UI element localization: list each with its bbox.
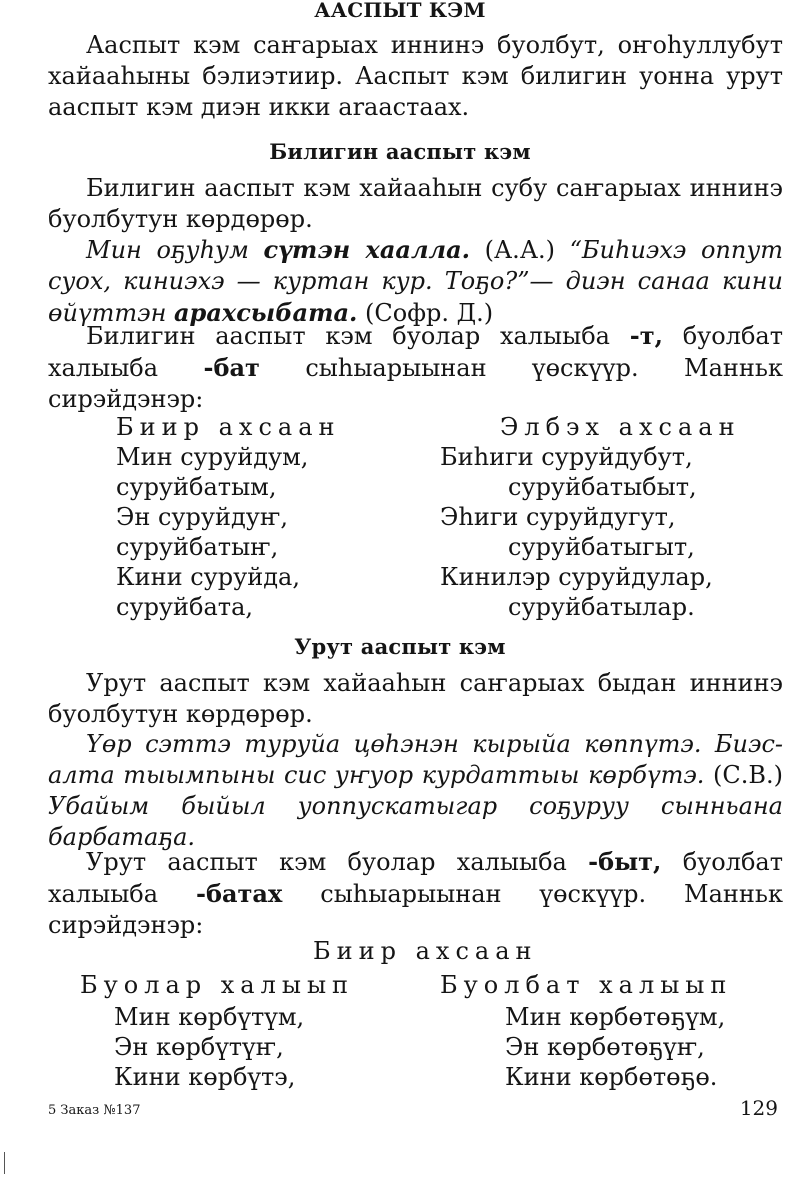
negative-form-header: Буолбат халыып <box>440 971 733 999</box>
suffix: -быт, <box>588 847 662 876</box>
order-mark: 5 Заказ №137 <box>48 1103 141 1118</box>
rule-text: буолбат халыыба <box>48 848 784 908</box>
margin-line <box>4 1152 5 1174</box>
rule-text: Урут ааспыт кэм буолар халыыба <box>86 848 589 876</box>
number-header: Биир ахсаан <box>313 937 538 965</box>
present-past-title: Билигин ааспыт кэм <box>269 139 531 164</box>
present-past-definition: Билигин ааспыт кэм хайааһын субу саҥарыах иннинэ буолбутун көрдөрөр. <box>48 174 783 233</box>
present-past-example <box>48 234 783 329</box>
suffix: -т, <box>629 321 663 350</box>
plural-form: суруйбатыбыт, <box>508 473 697 501</box>
singular-form: суруйбата, <box>116 593 254 621</box>
example-text: Убайым быйыл уоппускатыгар соҕуруу сынньана барбатаҕа. <box>48 792 783 851</box>
intro-paragraph: Ааспыт кэм саҥарыах иннинэ буолбут, оҥоһуллубут хайааһыны бэлиэтиир. Ааспыт кэм билигин уонна урут ааспыт кэм диэн икки araастаах. <box>48 31 783 121</box>
section-title: ААСПЫТ КЭМ <box>314 0 486 22</box>
plural-form: суруйбатылар. <box>508 593 695 621</box>
singular-form: Кини суруйда, <box>116 563 300 591</box>
plural-form: суруйбатыгыт, <box>508 533 695 561</box>
positive-form: Кини көрбүтэ, <box>114 1063 296 1091</box>
negative-form: Мин көрбөтөҕүм, <box>505 1003 726 1031</box>
past-perfect-title: Урут ааспыт кэм <box>294 634 506 659</box>
present-past-rule <box>48 320 783 415</box>
rule-text: Билигин ааспыт кэм буолар халыыба <box>86 322 630 350</box>
past-perfect-rule <box>48 846 783 941</box>
negative-form: Кини көрбөтөҕө. <box>505 1063 718 1091</box>
example-text: “Биһиэхэ оппут суох, киниэхэ — куртан кур. Тоҕо?”— диэн санаа кини өйүттэн <box>48 236 783 327</box>
singular-header: Биир ахсаан <box>116 413 341 441</box>
example-text: Мин оҕуһум <box>86 236 264 264</box>
positive-form-header: Буолар халыып <box>80 971 355 999</box>
example-text: Үөр сэттэ туруйа цөһэнэн кырыйа көппүтэ. Биэс-алта тыымпыны сис уҥуор курдаттыы көрбүтэ. <box>48 730 783 789</box>
positive-form: Эн көрбүтүҥ, <box>114 1033 284 1061</box>
example-bold-verb: сүтэн хаалла. <box>263 235 471 264</box>
singular-form: Мин суруйдум, <box>116 443 309 471</box>
past-perfect-definition: Урут ааспыт кэм хайааһын саҥарыах быдан иннинэ буолбутун көрдөрөр. <box>48 669 783 728</box>
past-perfect-example <box>48 729 783 853</box>
rule-text: сыһыарыынан үөскүүр. Манньк сирэйдэнэр: <box>48 354 783 413</box>
example-bold-verb: арахсыбата. <box>174 298 358 327</box>
positive-form: Мин көрбүтүм, <box>114 1003 305 1031</box>
plural-form: Кинилэр суруйдулар, <box>440 563 713 591</box>
rule-text: сыһыарыынан үөскүүр. Манньк сирэйдэнэр: <box>48 880 783 939</box>
plural-form: Биһиги суруйдубут, <box>440 443 693 471</box>
suffix: -батах <box>196 879 283 908</box>
singular-form: суруйбатыҥ, <box>116 533 279 561</box>
page-number: 129 <box>739 1096 778 1120</box>
example-source: (С.В.) <box>704 761 783 789</box>
example-source: (А.А.) <box>470 236 570 264</box>
singular-form: Эн суруйдуҥ, <box>116 503 289 531</box>
plural-form: Эһиги суруйдугут, <box>440 503 676 531</box>
example-source: (Софр. Д.) <box>357 299 494 327</box>
rule-text: буолбат халыыба <box>48 322 783 382</box>
negative-form: Эн көрбөтөҕүҥ, <box>505 1033 705 1061</box>
singular-form: суруйбатым, <box>116 473 277 501</box>
plural-header: Элбэх ахсаан <box>500 413 741 441</box>
suffix: -бат <box>203 353 260 382</box>
